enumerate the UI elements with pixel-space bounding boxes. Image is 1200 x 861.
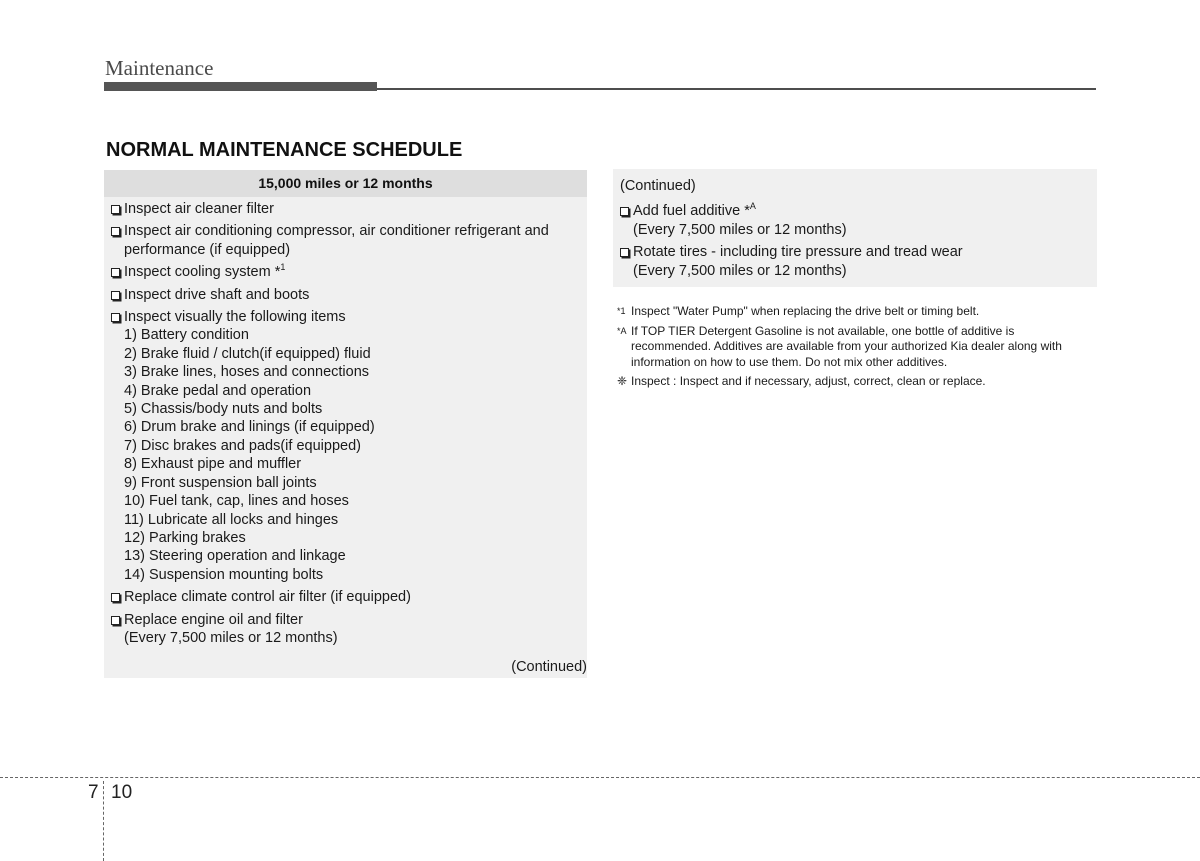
footnote-text: If TOP TIER Detergent Gasoline is not available, one bottle of additive is recommended. Additives are available from your authorized Kia dealer along with information on how to use them. Do not mix other additives. xyxy=(631,323,1062,369)
item-text: Inspect air cleaner filter xyxy=(124,201,274,217)
schedule-box-15000 xyxy=(104,170,587,678)
sub-item: 12) Parking brakes xyxy=(124,529,246,546)
schedule-heading: 15,000 miles or 12 months xyxy=(104,170,587,197)
sub-item: 3) Brake lines, hoses and connections xyxy=(124,364,370,381)
footnotes xyxy=(617,304,1095,394)
chapter-number: 7 xyxy=(88,782,99,803)
checkbox-icon xyxy=(111,227,120,236)
checkbox-icon xyxy=(111,593,120,602)
section-title: NORMAL MAINTENANCE SCHEDULE xyxy=(106,139,463,161)
item-text: Inspect visually the following items xyxy=(124,309,346,326)
footer-vertical-divider xyxy=(103,781,104,861)
header-rule-accent xyxy=(104,82,377,91)
sub-item: (Every 7,500 miles or 12 months) xyxy=(124,629,338,646)
sub-item: 13) Steering operation and linkage xyxy=(124,548,346,565)
sub-item: 8) Exhaust pipe and muffler xyxy=(124,456,302,473)
checklist-item xyxy=(620,243,1091,280)
checklist-item xyxy=(111,588,581,606)
checklist-item xyxy=(111,286,581,304)
checklist-item xyxy=(111,263,581,281)
footnote xyxy=(617,374,1095,390)
footnote xyxy=(617,304,1095,320)
sub-item: 7) Disc brakes and pads(if equipped) xyxy=(124,437,361,454)
checklist-item xyxy=(111,222,581,259)
checklist-item xyxy=(111,611,581,648)
checkbox-icon xyxy=(620,207,629,216)
continued-note: (Continued) xyxy=(620,178,696,194)
footnote-text: Inspect : Inspect and if necessary, adjust, correct, clean or replace. xyxy=(631,374,986,388)
sub-item: 6) Drum brake and linings (if equipped) xyxy=(124,419,375,436)
footnote-mark: *A xyxy=(617,325,627,336)
footnote-mark: *1 xyxy=(617,306,626,316)
item-text: Replace climate control air filter (if equipped) xyxy=(124,589,411,606)
item-text: Inspect drive shaft and boots xyxy=(124,286,310,303)
checkbox-icon xyxy=(111,616,120,625)
sub-item: 2) Brake fluid / clutch(if equipped) fluid xyxy=(124,345,371,362)
checklist-item xyxy=(620,202,1091,239)
page-number: 10 xyxy=(111,782,133,803)
sub-item: (Every 7,500 miles or 12 months) xyxy=(633,262,847,279)
footnote-mark: ❈ xyxy=(617,374,628,388)
sub-item: 14) Suspension mounting bolts xyxy=(124,566,324,583)
footer-divider xyxy=(0,777,1200,778)
checklist-item xyxy=(111,308,581,584)
checkbox-icon xyxy=(111,205,120,214)
checkbox-icon xyxy=(111,268,120,277)
sub-item: 5) Chassis/body nuts and bolts xyxy=(124,401,323,418)
checkbox-icon xyxy=(111,291,120,300)
schedule-box-continued xyxy=(613,169,1097,287)
sub-item: 1) Battery condition xyxy=(124,327,249,344)
item-text: Inspect cooling system * xyxy=(124,264,281,281)
sub-item: (Every 7,500 miles or 12 months) xyxy=(633,221,847,238)
footnote-text: Inspect "Water Pump" when replacing the drive belt or timing belt. xyxy=(631,304,980,318)
schedule-items xyxy=(104,197,587,647)
footnote-marker: 1 xyxy=(280,262,286,273)
footnote xyxy=(617,324,1095,371)
item-text: Replace engine oil and filter xyxy=(124,611,303,628)
sub-item: 10) Fuel tank, cap, lines and hoses xyxy=(124,493,349,510)
footnote-marker: A xyxy=(749,201,756,212)
checkbox-icon xyxy=(111,313,120,322)
header-title: Maintenance xyxy=(105,56,214,80)
sub-item: 11) Lubricate all locks and hinges xyxy=(124,511,339,528)
continued-note: (Continued) xyxy=(511,659,587,675)
item-text: Rotate tires - including tire pressure and tread wear xyxy=(633,244,963,261)
schedule-items xyxy=(620,202,1091,280)
sub-item: 4) Brake pedal and operation xyxy=(124,382,312,399)
item-text: Inspect air conditioning compressor, air conditioner refrigerant and performance (if equipped) xyxy=(124,223,549,258)
sub-item: 9) Front suspension ball joints xyxy=(124,474,317,491)
checklist-item xyxy=(111,200,581,218)
item-text: Add fuel additive * xyxy=(633,203,750,220)
checkbox-icon xyxy=(620,248,629,257)
